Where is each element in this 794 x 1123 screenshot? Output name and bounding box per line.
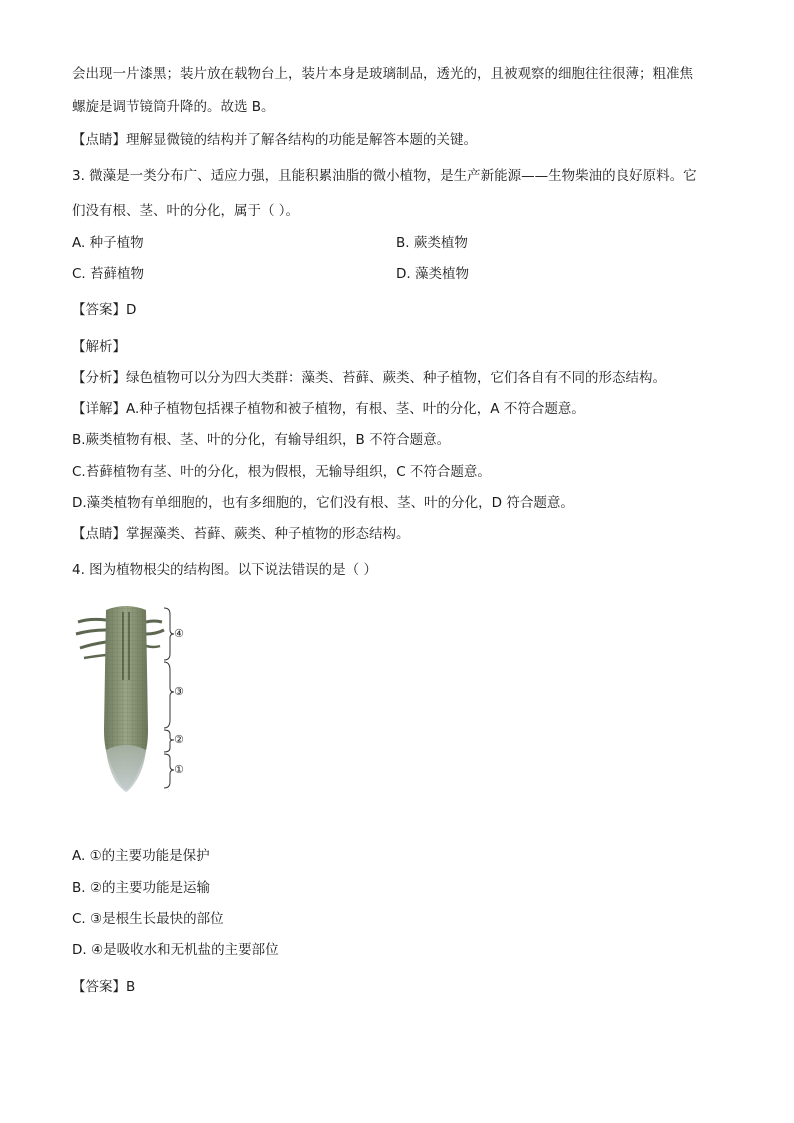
figure-label-1: ① [174, 763, 184, 776]
q4-answer-tag: 【答案】 [72, 979, 126, 995]
q3-explain-b: B.蕨类植物有根、茎、叶的分化，有输导组织，B 不符合题意。 [72, 432, 451, 448]
q3-explain-d: D.藻类植物有单细胞的，也有多细胞的，它们没有根、茎、叶的分化，D 符合题意。 [72, 495, 574, 511]
q3-answer-tag: 【答案】 [72, 302, 126, 318]
q3-option-b: B. 蕨类植物 [396, 235, 468, 251]
q4-stem: 4. 图为植物根尖的结构图。以下说法错误的是（ ） [72, 562, 377, 578]
q3-xiangjie: 【详解】A.种子植物包括裸子植物和被子植物，有根、茎、叶的分化，A 不符合题意。 [72, 401, 585, 417]
q3-stem-line-1: 3. 微藻是一类分布广、适应力强，且能积累油脂的微小植物，是生产新能源——生物柴油的良好原料。它 [72, 168, 697, 184]
q4-answer [72, 978, 135, 996]
q3-fenxi: 【分析】绿色植物可以分为四大类群：藻类、苔藓、蕨类、种子植物，它们各自有不同的形态结构。 [72, 370, 666, 386]
q3-stem-line-2: 们没有根、茎、叶的分化，属于（ ）。 [72, 203, 300, 219]
q4-option-c: C. ③是根生长最快的部位 [72, 911, 224, 927]
prev-dianjing: 【点睛】理解显微镜的结构并了解各结构的功能是解答本题的关键。 [72, 132, 477, 148]
q3-option-a: A. 种子植物 [72, 235, 144, 251]
figure-label-4: ④ [174, 627, 184, 640]
q4-option-b: B. ②的主要功能是运输 [72, 880, 210, 896]
q3-dianjing: 【点睛】掌握藻类、苔藓、蕨类、种子植物的形态结构。 [72, 526, 410, 542]
q3-answer [72, 301, 136, 319]
q3-option-c: C. 苔藓植物 [72, 266, 145, 282]
q4-option-d: D. ④是吸收水和无机盐的主要部位 [72, 942, 279, 958]
root-tip-figure [72, 600, 202, 800]
q3-explain-c: C.苔藓植物有茎、叶的分化，根为假根，无输导组织，C 不符合题意。 [72, 464, 491, 480]
figure-label-2: ② [174, 733, 184, 746]
prev-line-2: 螺旋是调节镜筒升降的。故选 B。 [72, 99, 275, 115]
q4-option-a: A. ①的主要功能是保护 [72, 848, 210, 864]
q3-option-d: D. 藻类植物 [396, 266, 469, 282]
q3-analysis-tag: 【解析】 [72, 339, 126, 355]
prev-line-1: 会出现一片漆黑；装片放在载物台上，装片本身是玻璃制品，透光的，且被观察的细胞往往很薄；粗准焦 [72, 66, 693, 82]
q3-answer-value: D [126, 302, 137, 318]
figure-label-3: ③ [174, 685, 184, 698]
q4-answer-value: B [126, 979, 136, 995]
